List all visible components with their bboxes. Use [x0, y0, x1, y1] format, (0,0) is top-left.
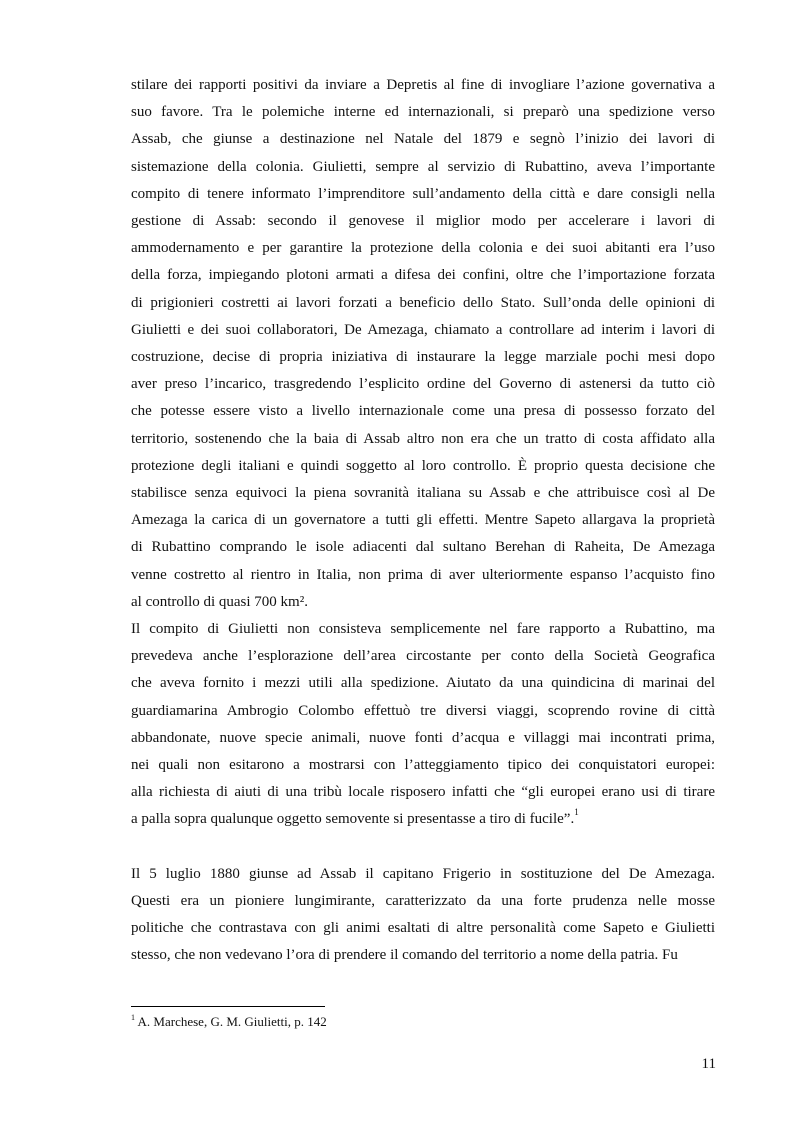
- text-line: di prigionieri costretti ai lavori forzati a beneficio dello Stato. Sull’onda delle opinioni di: [131, 294, 715, 311]
- text-line: guardiamarina Ambrogio Colombo effettuò tre diversi viaggi, scoprendo rovine di città: [131, 702, 715, 719]
- footnote: [131, 1013, 327, 1031]
- text-line: della forza, impiegando plotoni armati a difesa dei confini, oltre che l’importazione forzata: [131, 267, 715, 284]
- text-line: che potesse essere visto a livello internazionale come una presa di possesso forzato del: [131, 403, 715, 420]
- text-line: costruzione, decise di propria iniziativa di instaurare la legge marziale pochi mesi dopo: [131, 349, 715, 366]
- text-line: Il 5 luglio 1880 giunse ad Assab il capitano Frigerio in sostituzione del De Amezaga.: [131, 865, 715, 882]
- text-line: Il compito di Giulietti non consisteva semplicemente nel fare rapporto a Rubattino, ma: [131, 621, 715, 638]
- text-line: Questi era un pioniere lungimirante, caratterizzato da una forte prudenza nelle mosse: [131, 892, 715, 909]
- text-line: venne costretto al rientro in Italia, non prima di aver ulteriormente espanso l’acquisto fino: [131, 566, 715, 583]
- text-line: al controllo di quasi 700 km².: [131, 593, 308, 610]
- text-line: stilare dei rapporti positivi da inviare a Depretis al fine di invogliare l’azione governativa a: [131, 77, 715, 93]
- text-line: di Rubattino comprando le isole adiacenti dal sultano Berehan di Raheita, De Amezaga: [131, 539, 715, 556]
- text-line: politiche che contrastava con gli animi esaltati di altre personalità come Sapeto e Giulietti: [131, 920, 715, 937]
- text-line: ammodernamento e per garantire la protezione della colonia e dei suoi abitanti era l’uso: [131, 240, 715, 257]
- text-line: Amezaga la carica di un governatore a tutti gli effetti. Mentre Sapeto allargava la proprietà: [131, 512, 715, 529]
- paragraph-gap: [131, 834, 715, 861]
- text-line: stesso, che non vedevano l’ora di prendere il comando del territorio a nome della patria. Fu: [131, 947, 678, 964]
- text-line: abbandonate, nuove specie animali, nuove fonti d’acqua e villaggi mai incontrati prima,: [131, 729, 715, 746]
- footnote-number: 1: [131, 1012, 135, 1022]
- body-text: [131, 72, 715, 970]
- footnote-separator: [131, 1006, 325, 1007]
- footnote-text: A. Marchese, G. M. Giulietti, p. 142: [135, 1014, 327, 1029]
- text-line: aver preso l’incarico, trasgredendo l’esplicito ordine del Governo di astenersi da tutto ciò: [131, 376, 715, 393]
- text-line: prevedeva anche l’esplorazione dell’area circostante per conto della Società Geografica: [131, 648, 715, 665]
- text-line: alla richiesta di aiuti di una tribù locale risposero infatti che “gli europei erano usi di tirare: [131, 784, 715, 801]
- page-number: 11: [701, 1056, 716, 1072]
- paragraph-1: [131, 72, 715, 616]
- footnote-reference: 1: [574, 807, 579, 818]
- text-line: stabilisce senza equivoci la piena sovranità italiana su Assab e che attribuisce così al De: [131, 485, 715, 502]
- text-line: Giulietti e dei suoi collaboratori, De Amezaga, chiamato a controllare ad interim i lavori di: [131, 321, 715, 338]
- paragraph-3: [131, 861, 715, 970]
- text-line: nei quali non esitarono a mostrarsi con l’atteggiamento tipico dei conquistatori europei:: [131, 757, 715, 774]
- text-line: che aveva fornito i mezzi utili alla spedizione. Aiutato da una quindicina di marinai del: [131, 675, 715, 692]
- text-line: Assab, che giunse a destinazione nel Natale del 1879 e segnò l’inizio dei lavori di: [131, 131, 715, 148]
- text-line: gestione di Assab: secondo il genovese il miglior modo per accelerare i lavori di: [131, 213, 715, 230]
- text-line: suo favore. Tra le polemiche interne ed internazionali, si preparò una spedizione verso: [131, 104, 715, 121]
- text-line: compito di tenere informato l’imprenditore sull’andamento della città e dare consigli nella: [131, 185, 715, 202]
- text-line: protezione degli italiani e quindi soggetto al loro controllo. È proprio questa decisione che: [131, 457, 715, 474]
- text-line: sistemazione della colonia. Giulietti, sempre al servizio di Rubattino, aveva l’importante: [131, 158, 715, 175]
- text-line: territorio, sostenendo che la baia di Assab altro non era che un tratto di costa affidato alla: [131, 430, 715, 447]
- paragraph-2: [131, 616, 715, 834]
- text-line: a palla sopra qualunque oggetto semovente si presentasse a tiro di fucile”.$^1$: [131, 807, 579, 828]
